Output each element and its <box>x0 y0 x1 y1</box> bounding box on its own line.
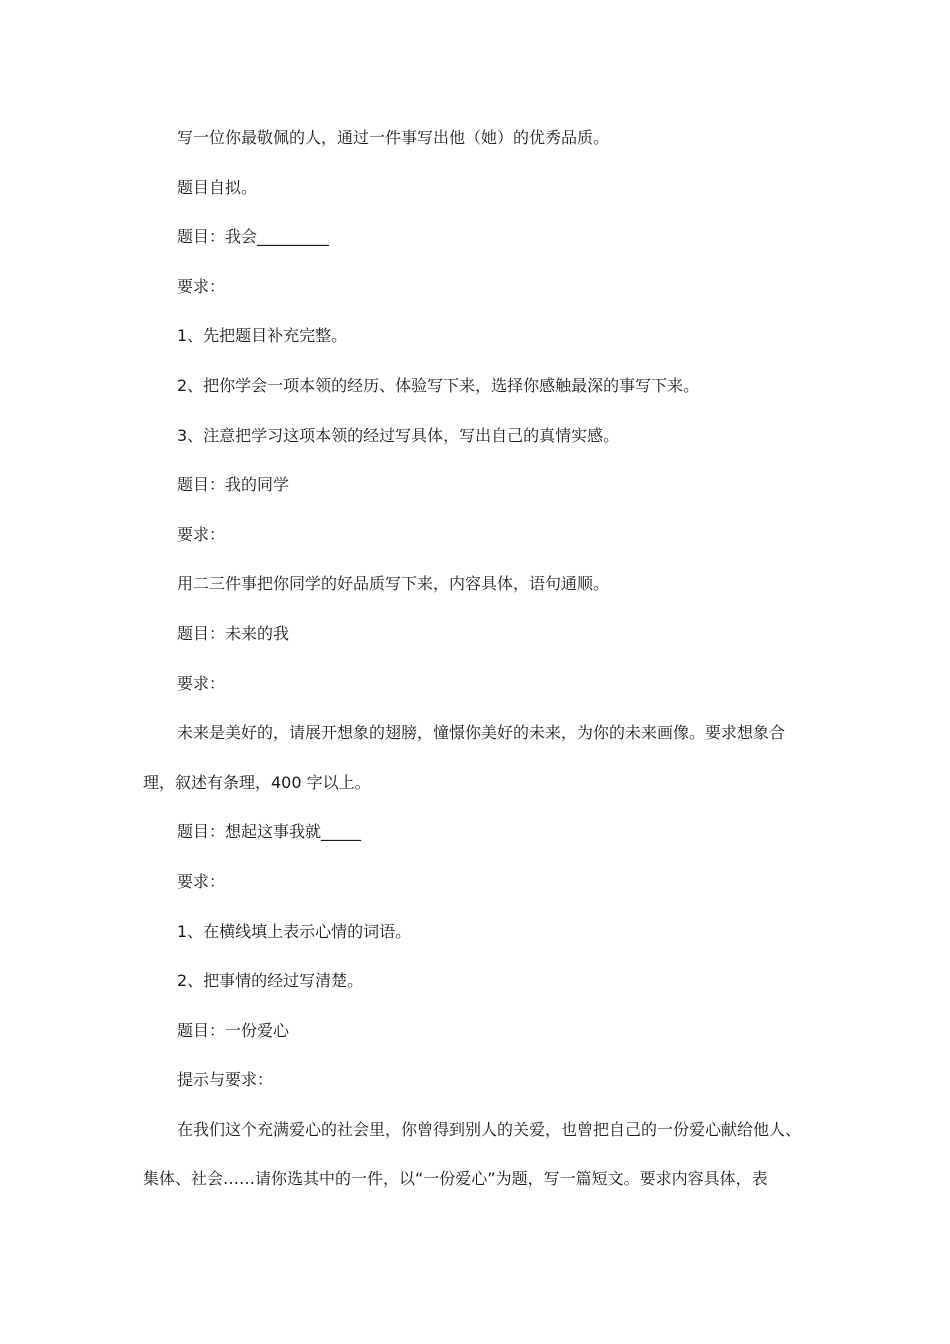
paragraph-title-i-can: 题目：我会_________ <box>177 227 330 247</box>
paragraph-requirements-heading: 要求： <box>177 871 226 891</box>
paragraph-requirements-heading: 要求： <box>177 673 226 693</box>
paragraph-requirement-1: 1、先把题目补充完整。 <box>177 326 348 346</box>
paragraph-title-love: 题目：一份爱心 <box>177 1020 290 1040</box>
paragraph-classmate-requirement: 用二三件事把你同学的好品质写下来，内容具体，语句通顺。 <box>177 574 610 594</box>
paragraph-requirement-2: 2、把你学会一项本领的经历、体验写下来，选择你感触最深的事写下来。 <box>177 375 700 395</box>
paragraph-love-prompt: 在我们这个充满爱心的社会里，你曾得到别人的关爱，也曾把自己的一份爱心献给他人、集体、社会……请你选其中的一件，以“一份爱心”为题，写一篇短文。要求内容具体，表 <box>143 1119 802 1189</box>
paragraph-title-free: 题目自拟。 <box>177 177 258 197</box>
paragraph-future-requirement: 未来是美好的，请展开想象的翅膀，憧憬你美好的未来，为你的未来画像。要求想象合理，叙述有条理，400 字以上。 <box>143 723 786 792</box>
paragraph-title-future-me: 题目：未来的我 <box>177 623 290 643</box>
paragraph-requirements-heading: 要求： <box>177 276 226 296</box>
paragraph-requirement-3: 3、注意把学习这项本领的经过写具体，写出自己的真情实感。 <box>177 425 620 445</box>
paragraph-prompt-admired-person: 写一位你最敬佩的人，通过一件事写出他（她）的优秀品质。 <box>177 128 610 147</box>
document-body <box>143 113 813 1204</box>
paragraph-remember-requirement-2: 2、把事情的经过写清楚。 <box>177 971 364 991</box>
paragraph-title-classmate: 题目：我的同学 <box>177 475 290 495</box>
paragraph-title-remember: 题目：想起这事我就_____ <box>177 822 362 842</box>
paragraph-hints-heading: 提示与要求： <box>177 1070 274 1090</box>
paragraph-requirements-heading: 要求： <box>177 524 226 544</box>
paragraph-remember-requirement-1: 1、在横线填上表示心情的词语。 <box>177 921 412 941</box>
